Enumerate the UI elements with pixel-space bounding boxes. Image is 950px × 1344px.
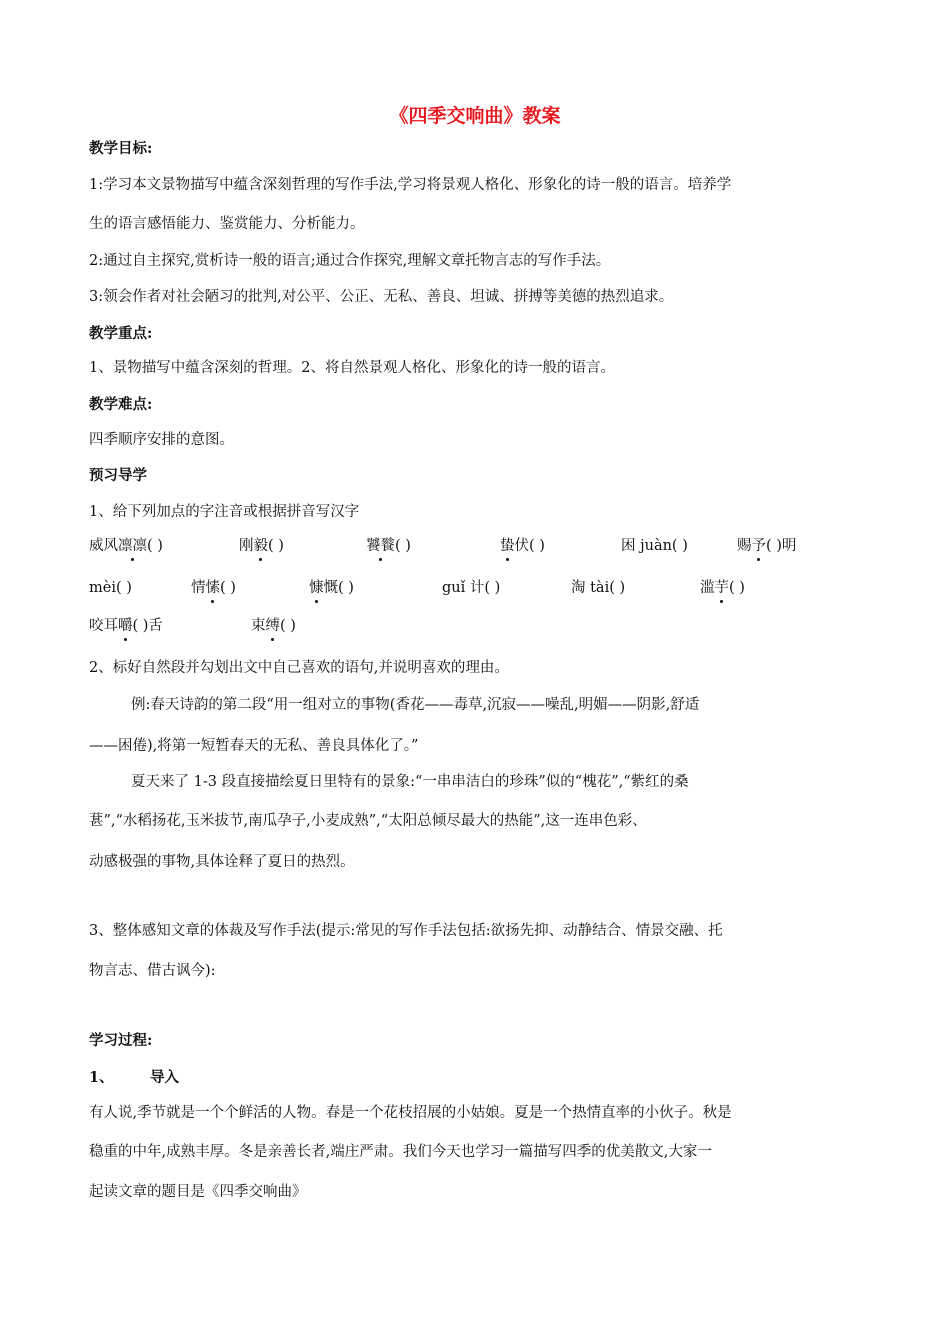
goals-heading: 教学目标: xyxy=(89,140,153,157)
word-item: 威风凛凛( ) xyxy=(89,538,163,554)
word-item: 赐予( )明 xyxy=(737,538,797,554)
example-a: 例:春天诗韵的第二段“用一组对立的事物(香花——毒草,沉寂——噪乱,明媚——阴影,舒适 xyxy=(131,697,700,713)
step-1-number: 1、 xyxy=(89,1069,114,1086)
summer-b: 葚”,“水稻扬花,玉米拔节,南瓜孕子,小麦成熟”,“太阳总倾尽最大的热能”,这一连串色彩、 xyxy=(89,813,647,829)
goal-2: 2:通过自主探究,赏析诗一般的语言;通过合作探究,理解文章托物言志的写作手法。 xyxy=(89,253,611,269)
goal-1a: 1:学习本文景物描写中蕴含深刻哲理的写作手法,学习将景观人格化、形象化的诗一般的语言。培养学 xyxy=(89,177,732,193)
page-title: 《四季交响曲》教案 xyxy=(389,105,561,127)
word-item: 饕餮( ) xyxy=(366,538,411,554)
word-item: 刚毅( ) xyxy=(239,538,284,554)
example-b: ——困倦),将第一短暂春天的无私、善良具体化了。” xyxy=(89,738,419,754)
intro-a: 有人说,季节就是一个个鲜活的人物。春是一个花枝招展的小姑娘。夏是一个热情直率的小伙子。秋是 xyxy=(89,1105,732,1121)
word-item: 困 juàn( ) xyxy=(621,538,688,554)
goal-1b: 生的语言感悟能力、鉴赏能力、分析能力。 xyxy=(89,216,365,232)
preview-q1: 1、给下列加点的字注音或根据拼音写汉字 xyxy=(89,504,360,520)
step-1-title: 导入 xyxy=(150,1069,179,1086)
intro-c: 起读文章的题目是《四季交响曲》 xyxy=(89,1184,307,1200)
summer-c: 动感极强的事物,具体诠释了夏日的热烈。 xyxy=(89,854,355,870)
word-item: 咬耳嚼( )舌 xyxy=(89,618,163,634)
preview-q3b: 物言志、借古讽今): xyxy=(89,963,216,979)
word-item: 淘 tài( ) xyxy=(571,580,626,596)
preview-q2: 2、标好自然段并勾划出文中自己喜欢的语句,并说明喜欢的理由。 xyxy=(89,660,509,676)
intro-b: 稳重的中年,成熟丰厚。冬是亲善长者,端庄严肃。我们今天也学习一篇描写四季的优美散文,大家一 xyxy=(89,1144,712,1160)
summer-a: 夏天来了 1-3 段直接描绘夏日里特有的景象:“一串串洁白的珍珠”似的“槐花”,“紫红的桑 xyxy=(131,774,689,790)
word-item: 滥芋( ) xyxy=(700,580,745,596)
word-item: mèi( ) xyxy=(89,580,132,596)
difficulty-text: 四季顺序安排的意图。 xyxy=(89,432,234,448)
word-item: guǐ 计( ) xyxy=(442,580,501,596)
word-item: 慷慨( ) xyxy=(309,580,354,596)
goal-3: 3:领会作者对社会陋习的批判,对公平、公正、无私、善良、坦诚、拼搏等美德的热烈追求。 xyxy=(89,289,674,305)
preview-heading: 预习导学 xyxy=(89,467,147,484)
preview-q3a: 3、整体感知文章的体裁及写作手法(提示:常见的写作手法包括:欲扬先抑、动静结合、情景交融、托 xyxy=(89,923,723,939)
word-item: 蛰伏( ) xyxy=(500,538,545,554)
process-heading: 学习过程: xyxy=(89,1032,153,1049)
key-text: 1、景物描写中蕴含深刻的哲理。2、将自然景观人格化、形象化的诗一般的语言。 xyxy=(89,360,615,376)
word-item: 束缚( ) xyxy=(251,618,296,634)
key-heading: 教学重点: xyxy=(89,325,153,342)
word-item: 情愫( ) xyxy=(191,580,236,596)
difficulty-heading: 教学难点: xyxy=(89,396,153,413)
